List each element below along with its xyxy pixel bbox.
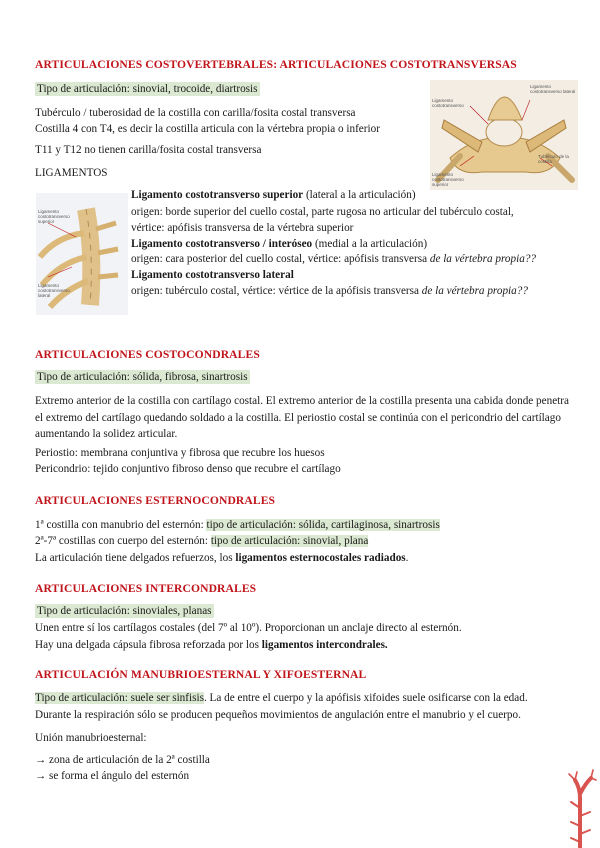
ligament-name: Ligamento costotransverso superior	[131, 189, 304, 201]
text-part: .	[405, 552, 409, 564]
bullet-arrow: → zona de articulación de la 2ª costilla	[35, 754, 210, 766]
paragraph: Extremo anterior de la costilla con cartílago costal. El extremo anterior de la costilla presenta una cabida donde penetra el extremo del cartílago quedando soldado a la costilla. El periostio costal se continúa con el pericondrio del cartílago aumentando la solidez articular.	[35, 395, 569, 440]
ligament-text: origen: cara posterior del cuello costal, vértice: apófisis transversa	[131, 253, 430, 265]
articulation-type: tipo de articulación: sólida, cartilaginosa, sinartrosis	[206, 519, 440, 531]
definition-periostio: Periostio: membrana conjuntiva y fibrosa que recubre los huesos	[35, 447, 325, 459]
vertebra-illustration	[430, 80, 578, 190]
ligamentos-label: LIGAMENTOS	[35, 167, 108, 179]
ligament-origin: origen: borde superior del cuello costal, parte rugosa no articular del tubérculo costal,	[131, 206, 514, 218]
text-part: 2ª-7ª costillas con cuerpo del esternón:	[35, 535, 211, 547]
text-line: Tubérculo / tuberosidad de la costilla con carilla/fosita costal transversa	[35, 107, 356, 119]
section-title-manubrioesternal: ARTICULACIÓN MANUBRIOESTERNAL Y XIFOESTERNAL	[35, 668, 367, 681]
articulation-type: Tipo de articulación: sinoviales, planas	[37, 605, 212, 617]
text-line: Unen entre sí los cartílagos costales (del 7º al 10º). Proporcionan un anclaje directo al esternón.	[35, 622, 462, 634]
spine-ligaments-illustration	[36, 193, 128, 315]
ligament-vertex: vértice: apófisis transversa de la vértebra superior	[131, 222, 354, 234]
text-line: Costilla 4 con T4, es decir la costilla articula con la vértebra propia o inferior	[35, 123, 380, 135]
ligament-name: ligamentos intercondrales.	[261, 639, 388, 651]
articulation-type: Tipo de articulación: sólida, fibrosa, sinartrosis	[37, 371, 248, 383]
text-line: T11 y T12 no tienen carilla/fosita costal transversa	[35, 144, 262, 156]
text-line	[35, 518, 440, 532]
section-title-intercondrales: ARTICULACIONES INTERCONDRALES	[35, 582, 257, 595]
artery-illustration	[563, 768, 597, 848]
text-line	[35, 534, 368, 548]
figure-label: Ligamento costotransverso superior	[432, 172, 464, 187]
ligament-name: Ligamento costotransverso / interóseo	[131, 238, 313, 250]
ligament-note: (medial a la articulación)	[312, 238, 428, 250]
definition-pericondrio: Pericondrio: tejido conjuntivo fibroso denso que recubre el cartílago	[35, 463, 341, 475]
section-title-costotransversas: ARTICULACIONES COSTOVERTEBRALES: ARTICULACIONES COSTOTRANSVERSAS	[35, 58, 517, 71]
articulation-type: Tipo de articulación: suele ser sinfisis	[35, 692, 204, 704]
text-line	[35, 638, 388, 652]
figure-label: Ligamento costotransverso lateral	[530, 84, 576, 94]
text-line: Durante la respiración sólo se producen pequeños movimientos de angulación entre el manubrio y el cuerpo.	[35, 709, 521, 721]
ligament-description	[131, 284, 528, 298]
figure-label: Ligamento costotransverso superior	[38, 209, 70, 224]
ligament-interoseo	[131, 237, 427, 251]
ligament-superior	[131, 188, 416, 202]
figure-label: Ligamento costotransverso lateral	[38, 283, 70, 298]
text-part: . La de entre el cuerpo y la apófisis xifoides suele osificarse con la edad.	[203, 692, 528, 704]
section-title-costocondrales: ARTICULACIONES COSTOCONDRALES	[35, 348, 260, 361]
ligament-name: ligamentos esternocostales radiados	[235, 552, 406, 564]
text-part: La articulación tiene delgados refuerzos, los	[35, 552, 236, 564]
figure-label: Ligamento costotransverso	[432, 98, 464, 108]
union-label: Unión manubrioesternal:	[35, 732, 147, 744]
figure-label: Tubérculo de la costilla	[538, 154, 569, 164]
text-part: 1ª costilla con manubrio del esternón:	[35, 519, 207, 531]
bullet-arrow: → se forma el ángulo del esternón	[35, 770, 190, 782]
ligament-lateral: Ligamento costotransverso lateral	[131, 269, 294, 281]
ligament-text: origen: tubérculo costal, vértice: vértice de la apófisis transversa	[131, 285, 422, 297]
ligament-italic: de la vértebra propia??	[421, 285, 528, 297]
text-line	[35, 551, 408, 565]
ligament-description	[131, 252, 536, 266]
articulation-type: tipo de articulación: sinovial, plana	[210, 535, 369, 547]
ligament-note: (lateral a la articulación)	[303, 189, 416, 201]
ligament-italic: de la vértebra propia??	[429, 253, 537, 265]
text-part: Hay una delgada cápsula fibrosa reforzada por los	[35, 639, 262, 651]
articulation-type: Tipo de articulación: sinovial, trocoide, diartrosis	[37, 83, 258, 95]
section-title-esternocondrales: ARTICULACIONES ESTERNOCONDRALES	[35, 494, 276, 507]
text-line	[35, 691, 528, 705]
